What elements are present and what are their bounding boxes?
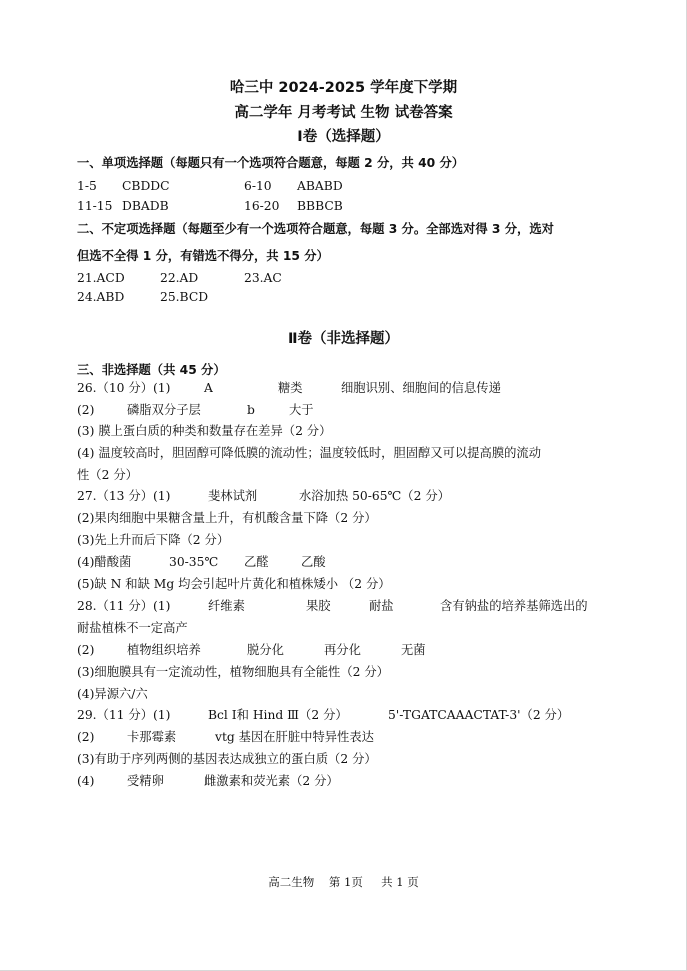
s1-answers: CBDDC: [122, 179, 170, 193]
q27-answer: 斐林试剂: [208, 489, 258, 503]
s2-answer: 25.BCD: [160, 290, 209, 304]
q28-part1-cont: 耐盐植株不一定高产: [77, 621, 188, 635]
q28-answer: 无菌: [401, 643, 426, 657]
s1-range: 16-20: [244, 199, 280, 213]
q26-answer: 磷脂双分子层: [127, 403, 201, 417]
s1-range: 1-5: [77, 179, 97, 193]
q27-part3: (3)先上升而后下降（2 分）: [77, 533, 230, 547]
q26-label: 26.（10 分）(1): [77, 381, 171, 395]
q29-label: 29.（11 分）(1): [77, 708, 171, 722]
q28-label: 28.（11 分）(1): [77, 599, 171, 613]
q29-answer: 雌激素和荧光素（2 分）: [204, 774, 339, 788]
q29-answer: 受精卵: [127, 774, 164, 788]
s1-answers: BBBCB: [297, 199, 343, 213]
q29-answer: 卡那霉素: [127, 730, 177, 744]
q28-answer: 植物组织培养: [127, 643, 201, 657]
q29-answer: vtg 基因在肝脏中特异性表达: [215, 730, 374, 744]
q27-part2: (2)果肉细胞中果糖含量上升，有机酸含量下降（2 分）: [77, 511, 377, 525]
part1-title: Ⅰ卷（选择题）: [297, 129, 390, 145]
q28-answer: 再分化: [324, 643, 361, 657]
q28-part4: (4)异源六/六: [77, 687, 148, 701]
page-footer: 高二生物 第 1页 共 1 页: [268, 875, 419, 889]
s1-range: 11-15: [77, 199, 113, 213]
q28-sub: (2): [77, 643, 95, 657]
q26-answer: 细胞识别、细胞间的信息传递: [341, 381, 501, 395]
q29-sub: (2): [77, 730, 95, 744]
s2-answer: 23.AC: [244, 271, 282, 285]
section2-heading: 二、不定项选择题（每题至少有一个选项符合题意，每题 3 分。全部选对得 3 分，选对: [77, 222, 554, 236]
q26-part3: (3) 膜上蛋白质的种类和数量存在差异（2 分）: [77, 424, 332, 438]
s1-answers: DBADB: [122, 199, 169, 213]
doc-title-exam: 高二学年 月考考试 生物 试卷答案: [234, 105, 453, 121]
s1-answers: ABABD: [297, 179, 343, 193]
q27-part5: (5)缺 N 和缺 Mg 均会引起叶片黄化和植株矮小 （2 分）: [77, 577, 391, 591]
s1-range: 6-10: [244, 179, 272, 193]
q26-answer: 糖类: [278, 381, 303, 395]
q26-part4-cont: 性（2 分）: [77, 468, 138, 482]
s2-answer: 22.AD: [160, 271, 199, 285]
section1-heading: 一、单项选择题（每题只有一个选项符合题意，每题 2 分，共 40 分）: [77, 156, 465, 170]
q27-answer: 乙醛: [244, 555, 269, 569]
q26-answer: A: [204, 381, 213, 395]
q26-part4: (4) 温度较高时，胆固醇可降低膜的流动性；温度较低时，胆固醇又可以提高膜的流动: [77, 446, 542, 460]
q27-answer: 乙酸: [301, 555, 326, 569]
section3-heading: 三、非选择题（共 45 分）: [77, 363, 226, 377]
q27-label: 27.（13 分）(1): [77, 489, 171, 503]
part2-title: Ⅱ卷（非选择题）: [287, 331, 400, 347]
q26-answer: b: [247, 403, 255, 417]
q28-answer: 耐盐: [369, 599, 394, 613]
s2-answer: 24.ABD: [77, 290, 125, 304]
q28-answer: 脱分化: [247, 643, 284, 657]
q27-answer: 30-35℃: [169, 555, 219, 569]
s2-answer: 21.ACD: [77, 271, 125, 285]
q26-answer: 大于: [289, 403, 314, 417]
q29-answer: Bcl Ⅰ和 Hind Ⅲ（2 分）: [208, 708, 348, 722]
q26-sub: (2): [77, 403, 95, 417]
q29-sub: (4): [77, 774, 95, 788]
q28-part3: (3)细胞膜具有一定流动性，植物细胞具有全能性（2 分）: [77, 665, 389, 679]
section2-heading-cont: 但选不全得 1 分，有错选不得分，共 15 分）: [77, 249, 329, 263]
q27-part4: (4)醋酸菌: [77, 555, 132, 569]
q28-answer: 纤维素: [208, 599, 245, 613]
q29-answer: 5'-TGATCAAACTAT-3'（2 分）: [388, 708, 570, 722]
q28-answer: 含有钠盐的培养基筛选出的: [440, 599, 588, 613]
doc-title-school: 哈三中 2024-2025 学年度下学期: [229, 80, 458, 96]
q27-answer: 水浴加热 50-65℃（2 分）: [299, 489, 450, 503]
q29-part3: (3)有助于序列两侧的基因表达成独立的蛋白质（2 分）: [77, 752, 377, 766]
q28-answer: 果胶: [306, 599, 331, 613]
